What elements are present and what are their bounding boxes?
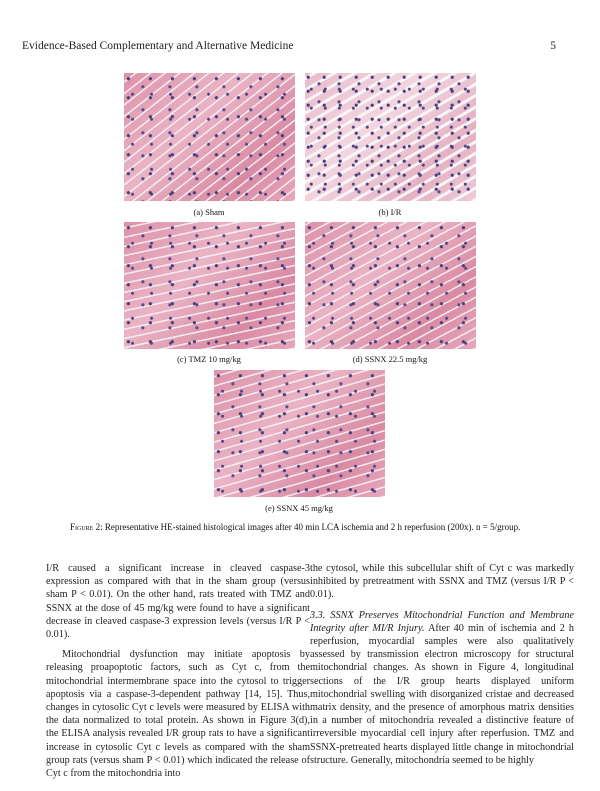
right-paragraph-1: the cytosol, while this subcellular shift of Cyt c was markedly inhibited by pretreatment with SSNX and TMZ (versus I/R P < 0.01). — [310, 563, 574, 601]
figure-panel-a-caption: (a) Sham — [193, 207, 225, 217]
figure-panel-a-image — [124, 73, 295, 201]
left-paragraph-1: I/R caused a significant increase in cleaved caspase-3 expression as compared with that in the sham group (versus sham P < 0.01). On the other hand, rats treated with TMZ and SSNX at the dose of 45 mg/kg were found to have a significant decrease in cleaved caspase-3 expression levels (versus I/R P < 0.01). — [46, 563, 310, 641]
figure-panel-b-image — [305, 73, 476, 201]
figure-panel-e-image — [214, 370, 385, 497]
figure-panel-b-caption: (b) I/R — [378, 207, 402, 217]
page-number: 5 — [550, 40, 556, 52]
right-section-paragraph — [310, 609, 574, 767]
left-column — [46, 562, 310, 780]
figure-caption — [70, 522, 540, 532]
figure-caption-text: Representative HE-stained histological images after 40 min LCA ischemia and 2 h reperfusion (200x). n = 5/group. — [104, 522, 521, 532]
journal-title: Evidence-Based Complementary and Alternative Medicine — [22, 40, 294, 52]
left-paragraph-2: Mitochondrial dysfunction may initiate apoptosis by releasing proapoptotic factors, such as Cyt c, from the mitochondrial intermembrane space into the cytosol to trigger apoptosis via a caspase-3-dependent pathway [14, 15]. Thus, changes in cytosolic Cyt c levels were measured by ELISA with the data normalized to total protein. As shown in Figure 3(d), the ELISA analysis revealed I/R group rats to have a significant increase in cytosolic Cyt c levels as compared with the sham group rats (versus sham P < 0.01) which indicated the release of Cyt c from the mitochondria into — [46, 649, 310, 780]
section-heading: 3.3. SSNX Preserves Mitochondrial Function and Membrane Integrity after MI/R Injury. — [310, 609, 574, 634]
figure-panel-e-caption: (e) SSNX 45 mg/kg — [265, 503, 333, 513]
figure-panel-c-caption: (c) TMZ 10 mg/kg — [177, 354, 241, 364]
figure-caption-label: Figure 2: — [70, 522, 103, 532]
right-column — [310, 562, 574, 767]
figure-panel-c-image — [124, 222, 295, 349]
running-header — [22, 40, 578, 56]
figure-panel-d-caption: (d) SSNX 22.5 mg/kg — [352, 354, 428, 364]
right-paragraph-2: After 40 min of ischemia and 2 h reperfusion, myocardial samples were also qualitatively assessed by transmission electron microscopy for structural mitochondrial changes. As shown in Figure 4, longitudinal sections of the I/R group hearts displayed uniform mitochondrial swelling with disorganized cristae and decreased matrix density, and the presence of amorphous matrix densities in a number of mitochondria revealed a distinctive feature of irreversible myocardial cell injury after reperfusion. TMZ and SSNX-pretreated hearts displayed little change in mitochondrial structure. Generally, mitochondria seemed to be highly — [310, 622, 575, 766]
figure-panel-d-image — [305, 222, 476, 349]
